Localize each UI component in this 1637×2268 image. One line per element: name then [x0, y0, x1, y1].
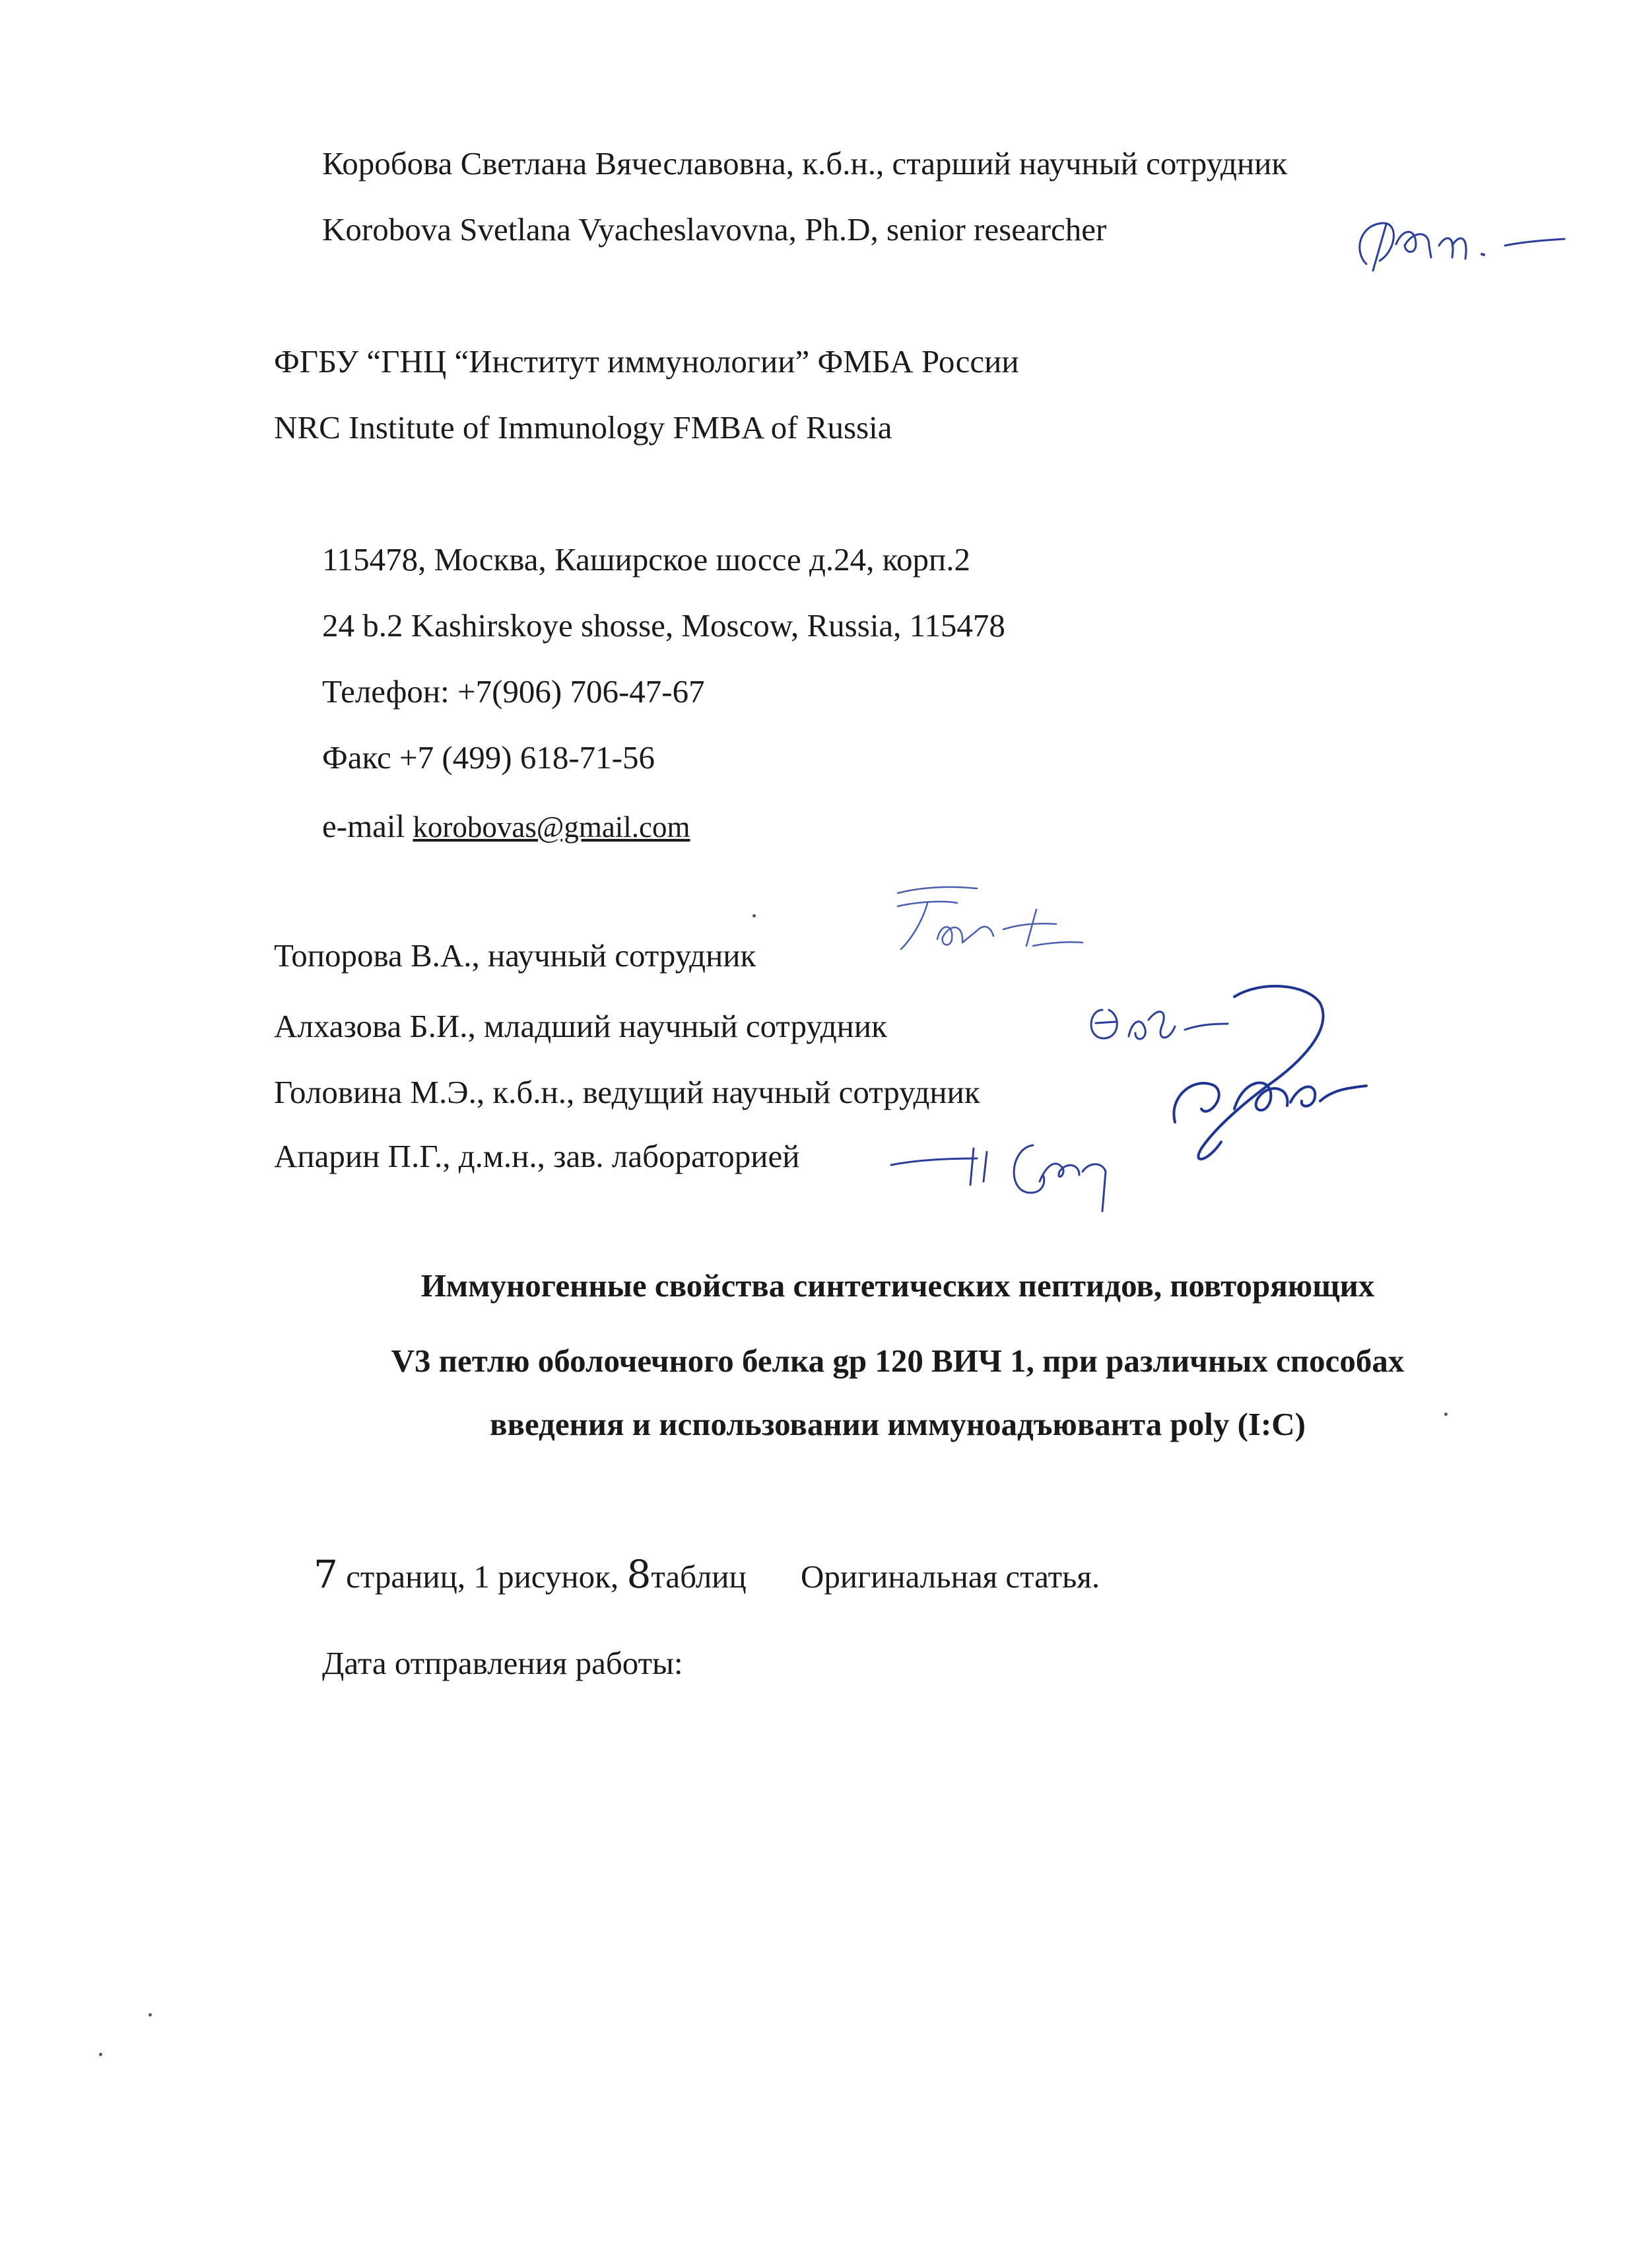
institution-name-en: NRC Institute of Immunology FMBA of Russia — [274, 409, 892, 446]
summary-line — [314, 1554, 1100, 1597]
article-title-line-2: V3 петлю оболочечного белка gp 120 ВИЧ 1, при различных способах — [391, 1343, 1405, 1379]
coauthor-toporova: Топорова В.А., научный сотрудник — [274, 937, 756, 974]
fax: Факс +7 (499) 618-71-56 — [322, 739, 655, 776]
korobova-signature — [1347, 198, 1571, 284]
pages-count: 7 — [314, 1552, 338, 1597]
address-en: 24 b.2 Kashirskoye shosse, Moscow, Russia, 115478 — [322, 607, 1005, 644]
aparin-signature — [878, 1119, 1129, 1218]
coauthor-alkhazova: Алхазова Б.И., младший научный сотрудник — [274, 1008, 887, 1044]
scan-speck — [752, 914, 756, 917]
phone: Телефон: +7(906) 706-47-67 — [322, 673, 705, 710]
article-title-line-3: введения и использовании иммуноадъюванта poly (I:C) — [490, 1406, 1306, 1442]
email-line — [322, 807, 690, 847]
scan-speck — [99, 2053, 102, 2056]
author-name-ru: Коробова Светлана Вячеславовна, к.б.н., старший научный сотрудник — [322, 145, 1288, 182]
toporova-signature — [878, 877, 1102, 962]
institution-name-ru: ФГБУ “ГНЦ “Институт иммунологии” ФМБА России — [274, 343, 1019, 380]
submission-date-label: Дата отправления работы: — [322, 1645, 683, 1681]
scan-speck — [1444, 1413, 1448, 1416]
article-type: Оригинальная статья. — [800, 1558, 1100, 1595]
tables-label: таблиц — [651, 1558, 747, 1595]
email-link[interactable]: korobovas@gmail.com — [413, 811, 690, 844]
tables-count: 8 — [626, 1552, 651, 1597]
coauthor-aparin: Апарин П.Г., д.м.н., зав. лабораторией — [274, 1138, 800, 1174]
article-title-line-1: Иммуногенные свойства синтетических пептидов, повторяющих — [420, 1267, 1375, 1304]
address-ru: 115478, Москва, Каширское шоссе д.24, корп.2 — [322, 541, 970, 578]
author-name-en: Korobova Svetlana Vyacheslavovna, Ph.D, senior researcher — [322, 211, 1107, 248]
scan-speck — [149, 2013, 152, 2017]
email-label: e-mail — [322, 808, 405, 844]
coauthor-golovina: Головина М.Э., к.б.н., ведущий научный сотрудник — [274, 1074, 980, 1110]
pages-label: страниц, 1 рисунок, — [346, 1558, 619, 1595]
golovina-signature — [1122, 977, 1373, 1175]
